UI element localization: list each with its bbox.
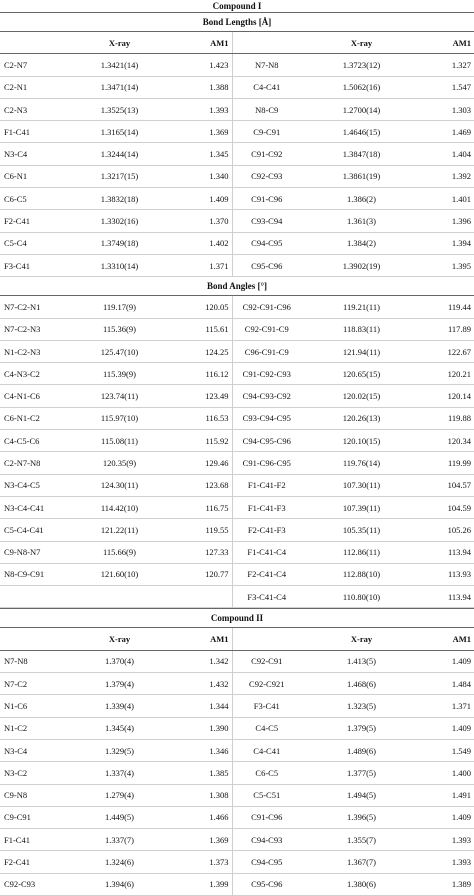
am1-value: 1.327 bbox=[422, 54, 474, 76]
table-row bbox=[0, 806, 474, 828]
bond-label: F1-C41-C4 bbox=[232, 541, 301, 563]
table-row bbox=[0, 76, 474, 98]
table-row bbox=[0, 232, 474, 254]
am1-value: 1.409 bbox=[422, 650, 474, 672]
table-row bbox=[0, 541, 474, 563]
xray-value: 1.377(5) bbox=[301, 762, 422, 784]
column-header: AM1 bbox=[179, 32, 232, 54]
bond-label: C5-C4-C41 bbox=[0, 519, 60, 541]
xray-value: 112.86(11) bbox=[301, 541, 422, 563]
am1-value: 116.53 bbox=[179, 407, 232, 429]
xray-value: 123.74(11) bbox=[60, 385, 179, 407]
xray-value: 1.3471(14) bbox=[60, 76, 179, 98]
xray-value: 120.26(13) bbox=[301, 407, 422, 429]
bond-label: F3-C41 bbox=[0, 254, 60, 276]
table-row bbox=[0, 496, 474, 518]
table-row bbox=[0, 851, 474, 873]
table-row bbox=[0, 873, 474, 895]
bond-label: C5-C4 bbox=[0, 232, 60, 254]
bond-label: F2-C41 bbox=[0, 210, 60, 232]
table-row bbox=[0, 143, 474, 165]
xray-value: 1.379(5) bbox=[301, 717, 422, 739]
xray-value: 119.21(11) bbox=[301, 296, 422, 318]
xray-value: 1.489(6) bbox=[301, 739, 422, 761]
am1-value: 117.89 bbox=[422, 318, 474, 340]
xray-value: 1.3302(16) bbox=[60, 210, 179, 232]
table-row bbox=[0, 717, 474, 739]
xray-value: 1.3847(18) bbox=[301, 143, 422, 165]
am1-value: 120.05 bbox=[179, 296, 232, 318]
table-body bbox=[0, 628, 474, 895]
am1-value: 1.370 bbox=[179, 210, 232, 232]
xray-value: 110.80(10) bbox=[301, 586, 422, 608]
table-row bbox=[0, 210, 474, 232]
bond-label: F1-C41-F2 bbox=[232, 474, 301, 496]
column-header: AM1 bbox=[422, 32, 474, 54]
table-row bbox=[0, 363, 474, 385]
table-body bbox=[0, 296, 474, 608]
bond-label: C4-C41 bbox=[232, 739, 301, 761]
am1-value: 127.33 bbox=[179, 541, 232, 563]
bond-label: C91-C96 bbox=[232, 188, 301, 210]
xray-value: 1.468(6) bbox=[301, 673, 422, 695]
bond-label: C94-C95-C96 bbox=[232, 430, 301, 452]
compound-1-bond-lengths-table bbox=[0, 32, 474, 277]
xray-value: 1.329(5) bbox=[60, 739, 179, 761]
am1-value: 1.393 bbox=[179, 98, 232, 120]
am1-value: 119.55 bbox=[179, 519, 232, 541]
am1-value: 115.92 bbox=[179, 430, 232, 452]
bond-label: C9-N8 bbox=[0, 784, 60, 806]
xray-value: 1.413(5) bbox=[301, 650, 422, 672]
am1-value: 1.466 bbox=[179, 806, 232, 828]
am1-value: 1.404 bbox=[422, 143, 474, 165]
am1-value: 1.423 bbox=[179, 54, 232, 76]
table-row bbox=[0, 650, 474, 672]
table-row bbox=[0, 519, 474, 541]
bond-label: C94-C95 bbox=[232, 232, 301, 254]
bond-label: C92-C93 bbox=[232, 165, 301, 187]
table-row bbox=[0, 452, 474, 474]
bond-label: N7-N8 bbox=[232, 54, 301, 76]
xray-value: 121.94(11) bbox=[301, 340, 422, 362]
xray-value: 119.17(9) bbox=[60, 296, 179, 318]
am1-value: 1.432 bbox=[179, 673, 232, 695]
am1-value: 113.93 bbox=[422, 563, 474, 585]
column-header: X-ray bbox=[60, 32, 179, 54]
am1-value: 1.390 bbox=[179, 717, 232, 739]
am1-value bbox=[179, 586, 232, 608]
bond-label: C92-C93 bbox=[0, 873, 60, 895]
column-header: X-ray bbox=[60, 628, 179, 650]
am1-value: 1.369 bbox=[179, 121, 232, 143]
bond-label: C6-C5 bbox=[232, 762, 301, 784]
bond-label: C6-N1-C2 bbox=[0, 407, 60, 429]
am1-value: 1.308 bbox=[179, 784, 232, 806]
xray-value: 1.4646(15) bbox=[301, 121, 422, 143]
table-row bbox=[0, 563, 474, 585]
xray-value: 124.30(11) bbox=[60, 474, 179, 496]
xray-value: 115.08(11) bbox=[60, 430, 179, 452]
table-row bbox=[0, 165, 474, 187]
xray-value: 115.39(9) bbox=[60, 363, 179, 385]
bond-label: N7-N8 bbox=[0, 650, 60, 672]
xray-value: 1.394(6) bbox=[60, 873, 179, 895]
xray-value: 1.384(2) bbox=[301, 232, 422, 254]
xray-value: 1.345(4) bbox=[60, 717, 179, 739]
am1-value: 1.401 bbox=[422, 188, 474, 210]
bond-label: C4-C5-C6 bbox=[0, 430, 60, 452]
bond-label: C9-N8-N7 bbox=[0, 541, 60, 563]
bond-label: N1-C2-N3 bbox=[0, 340, 60, 362]
xray-value: 121.60(10) bbox=[60, 563, 179, 585]
bond-label: N7-C2-N3 bbox=[0, 318, 60, 340]
header-row bbox=[0, 628, 474, 650]
xray-value: 1.3525(13) bbox=[60, 98, 179, 120]
bond-label: C94-C95 bbox=[232, 851, 301, 873]
xray-value: 107.39(11) bbox=[301, 496, 422, 518]
bond-label bbox=[0, 586, 60, 608]
bond-label: C2-N7-N8 bbox=[0, 452, 60, 474]
table-row bbox=[0, 318, 474, 340]
xray-value: 1.370(4) bbox=[60, 650, 179, 672]
am1-value: 1.394 bbox=[422, 232, 474, 254]
am1-value: 1.469 bbox=[422, 121, 474, 143]
bond-label: C91-C92 bbox=[232, 143, 301, 165]
column-header bbox=[232, 32, 301, 54]
am1-value: 1.345 bbox=[179, 143, 232, 165]
table-row bbox=[0, 54, 474, 76]
am1-value: 105.26 bbox=[422, 519, 474, 541]
am1-value: 119.88 bbox=[422, 407, 474, 429]
table-body bbox=[0, 32, 474, 277]
bond-label: C93-C94-C95 bbox=[232, 407, 301, 429]
xray-value: 1.5062(16) bbox=[301, 76, 422, 98]
bond-label: N3-C2 bbox=[0, 762, 60, 784]
am1-value: 123.68 bbox=[179, 474, 232, 496]
am1-value: 120.77 bbox=[179, 563, 232, 585]
table-row bbox=[0, 784, 474, 806]
bond-label: C6-C5 bbox=[0, 188, 60, 210]
am1-value: 1.385 bbox=[179, 762, 232, 784]
bond-label: N3-C4-C41 bbox=[0, 496, 60, 518]
bond-label: F3-C41-C4 bbox=[232, 586, 301, 608]
xray-value: 1.3832(18) bbox=[60, 188, 179, 210]
am1-value: 113.94 bbox=[422, 541, 474, 563]
bond-label: C4-C41 bbox=[232, 76, 301, 98]
am1-value: 1.369 bbox=[179, 829, 232, 851]
bond-label: N1-C2 bbox=[0, 717, 60, 739]
bond-label: N3-C4 bbox=[0, 739, 60, 761]
xray-value: 1.337(7) bbox=[60, 829, 179, 851]
xray-value: 1.2700(14) bbox=[301, 98, 422, 120]
table-row bbox=[0, 762, 474, 784]
am1-value: 124.25 bbox=[179, 340, 232, 362]
table-row bbox=[0, 254, 474, 276]
am1-value: 1.547 bbox=[422, 76, 474, 98]
bond-label: C4-C5 bbox=[232, 717, 301, 739]
bond-label: F1-C41-F3 bbox=[232, 496, 301, 518]
bond-label: C92-C91 bbox=[232, 650, 301, 672]
am1-value: 123.49 bbox=[179, 385, 232, 407]
bond-label: N3-C4 bbox=[0, 143, 60, 165]
am1-value: 119.99 bbox=[422, 452, 474, 474]
am1-value: 1.373 bbox=[179, 851, 232, 873]
am1-value: 120.14 bbox=[422, 385, 474, 407]
bond-label: C92-C921 bbox=[232, 673, 301, 695]
xray-value: 1.3723(12) bbox=[301, 54, 422, 76]
table-row bbox=[0, 296, 474, 318]
xray-value: 120.35(9) bbox=[60, 452, 179, 474]
bond-label: C5-C51 bbox=[232, 784, 301, 806]
bond-label: C95-C96 bbox=[232, 873, 301, 895]
bond-label: C93-C94 bbox=[232, 210, 301, 232]
column-header bbox=[232, 628, 301, 650]
column-header: X-ray bbox=[301, 628, 422, 650]
xray-value: 1.3421(14) bbox=[60, 54, 179, 76]
bond-label: C91-C96-C95 bbox=[232, 452, 301, 474]
am1-value: 116.75 bbox=[179, 496, 232, 518]
xray-value bbox=[60, 586, 179, 608]
am1-value: 104.59 bbox=[422, 496, 474, 518]
xray-value: 1.449(5) bbox=[60, 806, 179, 828]
column-header bbox=[0, 628, 60, 650]
bond-label: C2-N1 bbox=[0, 76, 60, 98]
am1-value: 1.393 bbox=[422, 829, 474, 851]
column-header bbox=[0, 32, 60, 54]
am1-value: 1.393 bbox=[422, 851, 474, 873]
xray-value: 1.396(5) bbox=[301, 806, 422, 828]
bond-label: F2-C41-F3 bbox=[232, 519, 301, 541]
bond-lengths-title: Bond Lengths [Å] bbox=[0, 13, 474, 32]
bond-label: C95-C96 bbox=[232, 254, 301, 276]
bond-label: C4-N1-C6 bbox=[0, 385, 60, 407]
bond-label: N3-C4-C5 bbox=[0, 474, 60, 496]
am1-value: 1.344 bbox=[179, 695, 232, 717]
bond-label: C92-C91-C96 bbox=[232, 296, 301, 318]
bond-label: C4-N3-C2 bbox=[0, 363, 60, 385]
bond-label: C91-C96 bbox=[232, 806, 301, 828]
am1-value: 1.388 bbox=[179, 76, 232, 98]
table-row bbox=[0, 829, 474, 851]
bond-label: N7-C2 bbox=[0, 673, 60, 695]
am1-value: 1.395 bbox=[422, 254, 474, 276]
xray-value: 1.3165(14) bbox=[60, 121, 179, 143]
bond-label: C94-C93 bbox=[232, 829, 301, 851]
bond-label: C6-N1 bbox=[0, 165, 60, 187]
xray-value: 1.3902(19) bbox=[301, 254, 422, 276]
compound-2-bond-lengths-table bbox=[0, 628, 474, 896]
xray-value: 1.361(3) bbox=[301, 210, 422, 232]
bond-label: F2-C41 bbox=[0, 851, 60, 873]
xray-value: 1.279(4) bbox=[60, 784, 179, 806]
bond-label: C9-C91 bbox=[232, 121, 301, 143]
xray-value: 120.65(15) bbox=[301, 363, 422, 385]
xray-value: 1.337(4) bbox=[60, 762, 179, 784]
xray-value: 1.3310(14) bbox=[60, 254, 179, 276]
bond-label: C2-N7 bbox=[0, 54, 60, 76]
bond-label: C94-C93-C92 bbox=[232, 385, 301, 407]
xray-value: 115.97(10) bbox=[60, 407, 179, 429]
xray-value: 114.42(10) bbox=[60, 496, 179, 518]
bond-label: F2-C41-C4 bbox=[232, 563, 301, 585]
am1-value: 1.392 bbox=[422, 165, 474, 187]
bond-label: F3-C41 bbox=[232, 695, 301, 717]
am1-value: 1.342 bbox=[179, 650, 232, 672]
xray-value: 1.323(5) bbox=[301, 695, 422, 717]
xray-value: 1.380(6) bbox=[301, 873, 422, 895]
xray-value: 118.83(11) bbox=[301, 318, 422, 340]
xray-value: 1.339(4) bbox=[60, 695, 179, 717]
am1-value: 1.340 bbox=[179, 165, 232, 187]
compound-2-title: Compound II bbox=[0, 608, 474, 628]
xray-value: 112.88(10) bbox=[301, 563, 422, 585]
am1-value: 1.409 bbox=[422, 717, 474, 739]
xray-value: 1.379(4) bbox=[60, 673, 179, 695]
bond-label: C2-N3 bbox=[0, 98, 60, 120]
bond-label: N7-C2-N1 bbox=[0, 296, 60, 318]
xray-value: 121.22(11) bbox=[60, 519, 179, 541]
am1-value: 1.400 bbox=[422, 762, 474, 784]
xray-value: 115.36(9) bbox=[60, 318, 179, 340]
xray-value: 1.3749(18) bbox=[60, 232, 179, 254]
table-row bbox=[0, 407, 474, 429]
table-row bbox=[0, 98, 474, 120]
column-header: AM1 bbox=[422, 628, 474, 650]
table-row bbox=[0, 340, 474, 362]
xray-value: 1.386(2) bbox=[301, 188, 422, 210]
table-row bbox=[0, 430, 474, 452]
am1-value: 115.61 bbox=[179, 318, 232, 340]
compound-1-title: Compound I bbox=[0, 0, 474, 13]
xray-value: 125.47(10) bbox=[60, 340, 179, 362]
am1-value: 120.21 bbox=[422, 363, 474, 385]
xray-value: 1.367(7) bbox=[301, 851, 422, 873]
xray-value: 120.10(15) bbox=[301, 430, 422, 452]
bond-label: C96-C91-C9 bbox=[232, 340, 301, 362]
xray-value: 1.324(6) bbox=[60, 851, 179, 873]
table-row bbox=[0, 673, 474, 695]
bond-label: N8-C9-C91 bbox=[0, 563, 60, 585]
am1-value: 1.396 bbox=[422, 210, 474, 232]
am1-value: 120.34 bbox=[422, 430, 474, 452]
am1-value: 1.389 bbox=[422, 873, 474, 895]
am1-value: 1.484 bbox=[422, 673, 474, 695]
am1-value: 1.303 bbox=[422, 98, 474, 120]
table-row bbox=[0, 188, 474, 210]
table-row bbox=[0, 121, 474, 143]
am1-value: 122.67 bbox=[422, 340, 474, 362]
am1-value: 1.549 bbox=[422, 739, 474, 761]
table-row bbox=[0, 474, 474, 496]
table-row bbox=[0, 739, 474, 761]
bond-angles-title: Bond Angles [°] bbox=[0, 277, 474, 296]
am1-value: 119.44 bbox=[422, 296, 474, 318]
bond-label: N8-C9 bbox=[232, 98, 301, 120]
xray-value: 1.3861(19) bbox=[301, 165, 422, 187]
bond-label: C92-C91-C9 bbox=[232, 318, 301, 340]
am1-value: 1.409 bbox=[179, 188, 232, 210]
xray-value: 107.30(11) bbox=[301, 474, 422, 496]
header-row bbox=[0, 32, 474, 54]
xray-value: 1.3244(14) bbox=[60, 143, 179, 165]
am1-value: 1.371 bbox=[179, 254, 232, 276]
bond-label: C9-C91 bbox=[0, 806, 60, 828]
compound-1-bond-angles-table bbox=[0, 296, 474, 608]
am1-value: 129.46 bbox=[179, 452, 232, 474]
table-row bbox=[0, 695, 474, 717]
bond-label: C91-C92-C93 bbox=[232, 363, 301, 385]
xray-value: 120.02(15) bbox=[301, 385, 422, 407]
am1-value: 113.94 bbox=[422, 586, 474, 608]
xray-value: 105.35(11) bbox=[301, 519, 422, 541]
xray-value: 115.66(9) bbox=[60, 541, 179, 563]
am1-value: 1.346 bbox=[179, 739, 232, 761]
xray-value: 1.355(7) bbox=[301, 829, 422, 851]
am1-value: 1.409 bbox=[422, 806, 474, 828]
table-row bbox=[0, 385, 474, 407]
am1-value: 116.12 bbox=[179, 363, 232, 385]
am1-value: 1.371 bbox=[422, 695, 474, 717]
am1-value: 104.57 bbox=[422, 474, 474, 496]
am1-value: 1.399 bbox=[179, 873, 232, 895]
am1-value: 1.402 bbox=[179, 232, 232, 254]
bond-label: F1-C41 bbox=[0, 121, 60, 143]
bond-label: F1-C41 bbox=[0, 829, 60, 851]
column-header: X-ray bbox=[301, 32, 422, 54]
table-row bbox=[0, 586, 474, 608]
column-header: AM1 bbox=[179, 628, 232, 650]
am1-value: 1.491 bbox=[422, 784, 474, 806]
bond-label: N1-C6 bbox=[0, 695, 60, 717]
xray-value: 1.3217(15) bbox=[60, 165, 179, 187]
xray-value: 1.494(5) bbox=[301, 784, 422, 806]
xray-value: 119.76(14) bbox=[301, 452, 422, 474]
